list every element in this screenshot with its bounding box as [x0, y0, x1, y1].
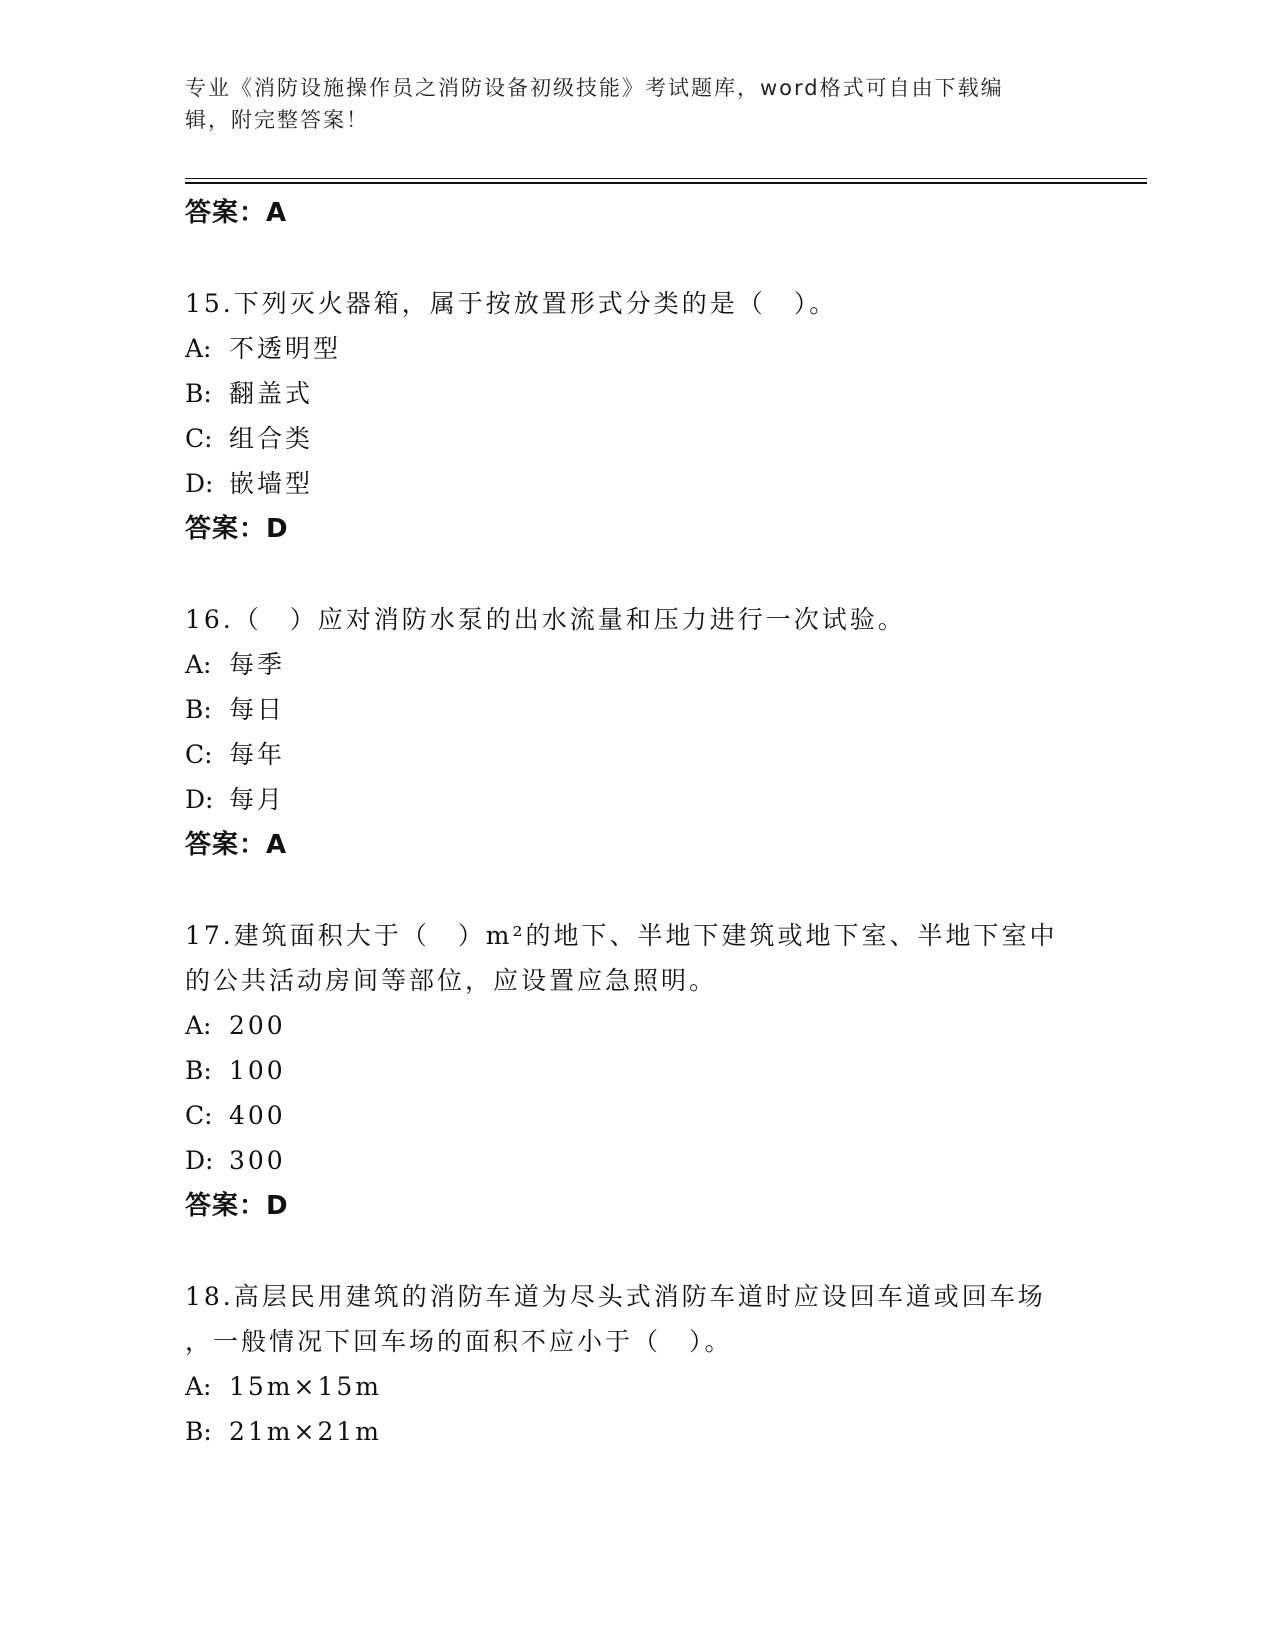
option-letter: B:: [185, 379, 212, 408]
option-text: 不透明型: [229, 334, 342, 363]
option-letter: C:: [185, 1101, 213, 1130]
option-letter: D:: [185, 785, 214, 814]
header-line-2: 辑，附完整答案！: [185, 108, 369, 132]
option-text: 每月: [229, 785, 286, 814]
option-letter: A:: [185, 334, 212, 363]
option-letter: B:: [185, 1417, 212, 1446]
option-text: 每日: [229, 695, 286, 724]
answer-line: 答案：A: [185, 198, 288, 228]
answer-line: 答案：A: [185, 830, 288, 860]
question-17: [185, 913, 1085, 1229]
question-stem-continued: 的公共活动房间等部位，应设置应急照明。: [185, 966, 718, 995]
option-text: 嵌墙型: [229, 469, 314, 498]
option-letter: B:: [185, 1056, 212, 1085]
answer-line: 答案：D: [185, 514, 289, 544]
option-text: 15m×15m: [229, 1372, 382, 1401]
option-letter: C:: [185, 424, 213, 453]
option-d: [185, 1138, 1085, 1183]
option-c: [185, 1093, 1085, 1138]
option-d: [185, 461, 1085, 506]
option-text: 每年: [229, 740, 286, 769]
option-text: 200: [229, 1011, 286, 1040]
document-header: [185, 72, 1065, 136]
option-c: [185, 732, 1085, 777]
option-text: 组合类: [229, 424, 314, 453]
option-b: [185, 687, 1085, 732]
answer-line: 答案：D: [185, 1191, 289, 1221]
question-15: [185, 281, 1085, 552]
question-stem: 18.高层民用建筑的消防车道为尽头式消防车道时应设回车道或回车场: [185, 1282, 1046, 1311]
option-letter: D:: [185, 1146, 214, 1175]
option-text: 每季: [229, 650, 286, 679]
option-b: [185, 1409, 1085, 1454]
option-text: 400: [229, 1101, 286, 1130]
question-list: [185, 190, 1085, 1454]
question-stem-continued: ，一般情况下回车场的面积不应小于（ ）。: [185, 1327, 733, 1356]
option-a: [185, 326, 1085, 371]
option-a: [185, 642, 1085, 687]
option-b: [185, 371, 1085, 416]
option-a: [185, 1364, 1085, 1409]
option-letter: A:: [185, 1372, 212, 1401]
question-18: [185, 1274, 1085, 1454]
question-16: [185, 597, 1085, 868]
option-text: 翻盖式: [229, 379, 314, 408]
option-text: 21m×21m: [229, 1417, 382, 1446]
option-text: 300: [229, 1146, 286, 1175]
header-divider-thick: [185, 182, 1147, 184]
header-divider-thin: [185, 178, 1147, 179]
option-c: [185, 416, 1085, 461]
option-letter: C:: [185, 740, 213, 769]
option-letter: D:: [185, 469, 214, 498]
option-letter: A:: [185, 650, 212, 679]
option-letter: A:: [185, 1011, 212, 1040]
option-a: [185, 1003, 1085, 1048]
option-letter: B:: [185, 695, 212, 724]
option-b: [185, 1048, 1085, 1093]
option-text: 100: [229, 1056, 286, 1085]
header-line-1: 专业《消防设施操作员之消防设备初级技能》考试题库，word格式可自由下载编: [185, 76, 1004, 100]
question-stem: 16.（ ）应对消防水泵的出水流量和压力进行一次试验。: [185, 605, 906, 634]
question-stem: 17.建筑面积大于（ ）m²的地下、半地下建筑或地下室、半地下室中: [185, 921, 1058, 950]
option-d: [185, 777, 1085, 822]
question-stem: 15.下列灭火器箱，属于按放置形式分类的是（ ）。: [185, 289, 838, 318]
